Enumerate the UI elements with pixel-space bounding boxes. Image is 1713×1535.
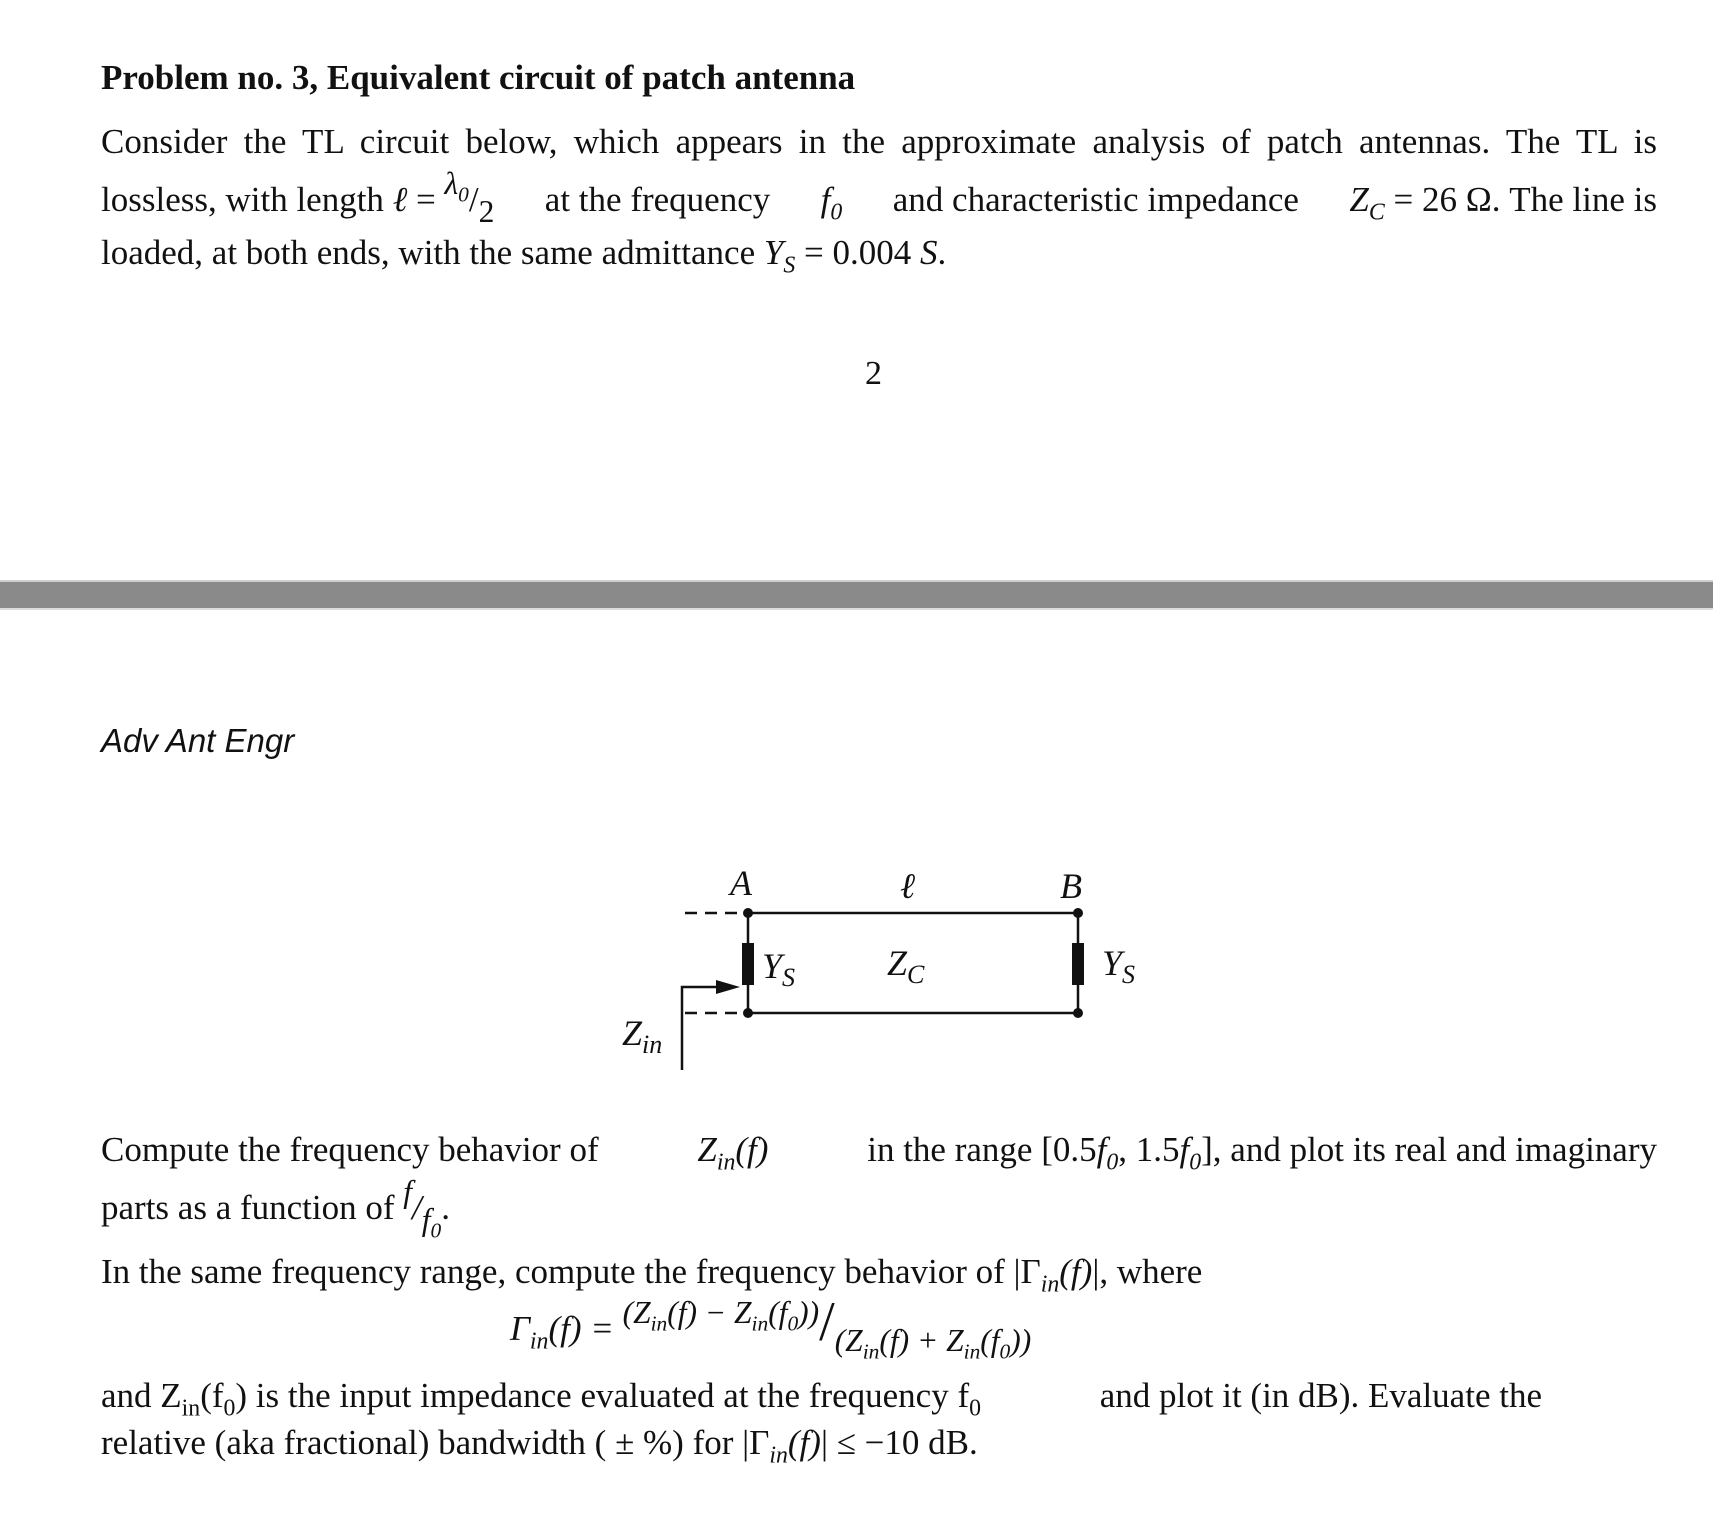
- intro-text: lossless, with length: [101, 180, 384, 219]
- task-line-5: relative (aka fractional) bandwidth ( ± %) for $|\Gamma_{in}(f)| \le -10$ dB.: [101, 1423, 978, 1469]
- node-a-bottom-dot: [743, 1008, 753, 1018]
- zc-sub: C: [907, 960, 925, 989]
- task-text: | ≤ −10 dB.: [820, 1423, 978, 1462]
- task-line-1: Compute the frequency behavior of $Z_{in}(f)$ in the range [$0.5f_0$, $1.5f_0$], and plot its real and imaginary: [101, 1130, 1657, 1176]
- ys-right-sub: S: [1122, 960, 1136, 989]
- input-arrow-line: [682, 987, 728, 1070]
- ys-left-label: [762, 946, 795, 992]
- intro-text: at the frequency: [544, 180, 771, 219]
- f-over-f0: $f/f_0$: [403, 1173, 442, 1243]
- task-line-4: and $Z_{in}(f_0)$ is the input impedance evaluated at the frequency $f_0$ and plot it (in dB). Evaluate the: [101, 1376, 1542, 1422]
- task-text: |, where: [1092, 1252, 1203, 1291]
- node-a-dot: [743, 908, 753, 918]
- gamma-formula: $\Gamma_{in}(f) = (Z_{in}(f) - Z_{in}(f_0))/(Z_{in}(f) + Z_{in}(f_0))$: [510, 1291, 1032, 1364]
- f0-symbol: $f_0$: [820, 180, 843, 226]
- ys-right-label: [1102, 943, 1135, 989]
- task-text: in the range [0.5: [867, 1130, 1097, 1169]
- page-divider: [0, 580, 1713, 610]
- node-a-label: A: [730, 863, 752, 903]
- ys-right-main: Y: [1102, 943, 1123, 983]
- ell-symbol: ℓ: [392, 180, 408, 219]
- problem-title: Problem no. 3, Equivalent circuit of patch antenna: [101, 58, 856, 97]
- right-admittance-block: [1072, 943, 1084, 985]
- input-arrowhead: [716, 980, 740, 994]
- zc-label: [887, 943, 925, 989]
- zin-f-symbol: $Z_{in}(f)$: [697, 1130, 769, 1176]
- zin-sub: in: [642, 1030, 663, 1059]
- task-text: relative (aka fractional) bandwidth ( ± %) for |Γ: [101, 1423, 770, 1462]
- task-line-3: In the same frequency range, compute the frequency behavior of $|\Gamma_{in}(f)|$, where: [101, 1252, 1203, 1298]
- node-b-bottom-dot: [1073, 1008, 1083, 1018]
- intro-line-2: lossless, with length ℓ = $\lambda_0/2$ at the frequency $f_0$ and characteristic impedance $Z_C = 26$ Ω. The line is: [101, 165, 1657, 230]
- zc-symbol: $Z_C$: [1349, 180, 1385, 226]
- zin-main: Z: [622, 1013, 643, 1053]
- task-text: (f: [200, 1376, 224, 1415]
- node-b-dot: [1073, 908, 1083, 918]
- siemens-unit: S: [920, 233, 938, 272]
- intro-text: = 26 Ω. The line is: [1393, 180, 1657, 219]
- task-text: In the same frequency range, compute the frequency behavior of |Γ: [101, 1252, 1041, 1291]
- running-header: Adv Ant Engr: [101, 722, 295, 759]
- task-text: parts as a function of: [101, 1188, 395, 1227]
- intro-line-1: Consider the TL circuit below, which appears in the approximate analysis of patch antennas. The TL is: [101, 122, 1657, 161]
- task-text: and Z: [101, 1376, 182, 1415]
- left-admittance-block: [742, 943, 754, 985]
- node-b-label: B: [1060, 866, 1082, 906]
- intro-text: = 0.004: [804, 233, 912, 272]
- zc-main: Z: [887, 943, 908, 983]
- ys-left-sub: S: [782, 963, 796, 992]
- ys-left-main: Y: [762, 946, 783, 986]
- page-number: 2: [865, 355, 882, 392]
- intro-text: loaded, at both ends, with the same admittance: [101, 233, 756, 272]
- zin-label: [622, 1013, 662, 1059]
- task-text: Compute the frequency behavior of: [101, 1130, 599, 1169]
- length-label: ℓ: [900, 866, 915, 906]
- lambda-half-fraction: $\lambda_0/2$: [444, 165, 495, 230]
- task-line-2: parts as a function of $f/f_0$.: [101, 1173, 450, 1243]
- task-text: and plot it (in dB). Evaluate the: [1099, 1376, 1542, 1415]
- task-text: ], and plot its real and imaginary: [1201, 1130, 1657, 1169]
- intro-text: and characteristic impedance: [892, 180, 1299, 219]
- ys-symbol: $Y_S$: [763, 233, 796, 279]
- task-text: ) is the input impedance evaluated at the frequency f: [235, 1376, 970, 1415]
- tl-circuit-diagram: [600, 850, 1160, 1080]
- intro-line-3: loaded, at both ends, with the same admittance $Y_S = 0.004$ S.: [101, 233, 947, 279]
